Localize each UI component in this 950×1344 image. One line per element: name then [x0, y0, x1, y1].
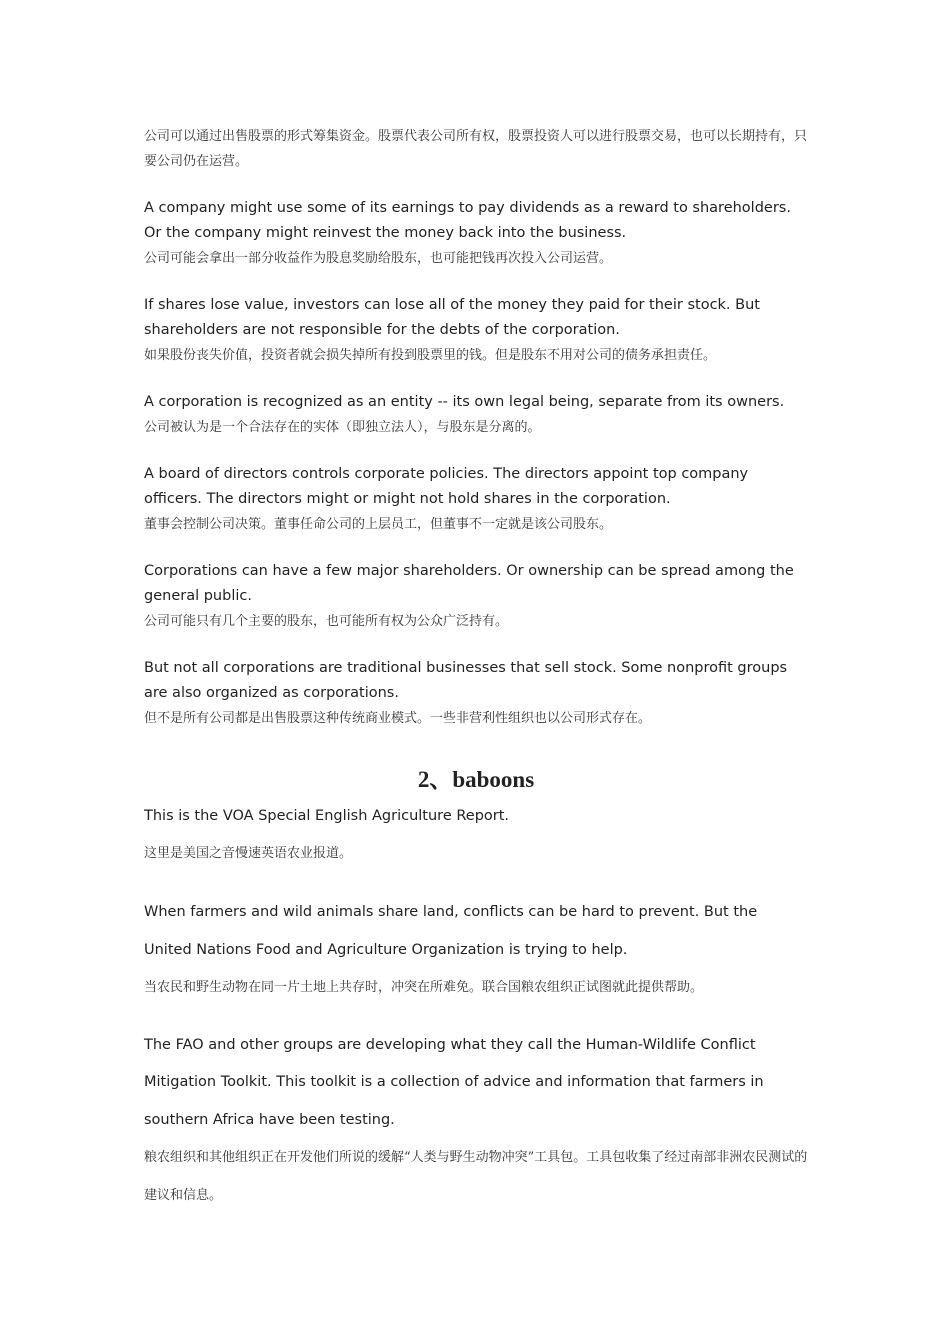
paragraph-text-en: This is the VOA Special English Agriculture Report. — [144, 808, 510, 824]
intro-paragraph — [144, 124, 808, 174]
paragraph-text-en: The FAO and other groups are developing what they call the Human-Wildlife Conflict Mitigation Toolkit. This toolkit is a collection of advice and information that farmers in southern Africa have been testing. — [144, 1036, 764, 1128]
paragraph-text-zh: 如果股份丧失价值，投资者就会损失掉所有投到股票里的钱。但是股东不用对公司的债务承担责任。 — [144, 348, 717, 363]
paragraph — [144, 196, 808, 271]
paragraph-text-en: When farmers and wild animals share land, conflicts can be hard to prevent. But the United Nations Food and Agriculture Organization is trying to help. — [144, 904, 758, 958]
paragraph — [144, 1027, 808, 1215]
paragraph — [144, 803, 808, 867]
paragraph — [144, 656, 808, 731]
intro-text-zh: 公司可以通过出售股票的形式筹集资金。股票代表公司所有权，股票投资人可以进行股票交易，也可以长期持有，只要公司仍在运营。 — [144, 129, 808, 169]
paragraph — [144, 293, 808, 368]
paragraph — [144, 390, 808, 440]
paragraph-text-zh: 公司可能只有几个主要的股东，也可能所有权为公众广泛持有。 — [144, 614, 509, 629]
paragraph-text-en: A corporation is recognized as an entity -- its own legal being, separate from its owners. — [144, 394, 785, 410]
paragraph-text-zh: 董事会控制公司决策。董事任命公司的上层员工，但董事不一定就是该公司股东。 — [144, 517, 613, 532]
paragraph-text-zh: 公司可能会拿出一部分收益作为股息奖励给股东，也可能把钱再次投入公司运营。 — [144, 251, 613, 266]
paragraph — [144, 894, 808, 1007]
paragraph-text-en: Corporations can have a few major shareholders. Or ownership can be spread among the general public. — [144, 563, 794, 604]
paragraph-text-en: But not all corporations are traditional businesses that sell stock. Some nonprofit groups are also organized as corporations. — [144, 660, 788, 701]
paragraph-text-zh: 当农民和野生动物在同一片土地上共存时，冲突在所难免。联合国粮农组织正试图就此提供帮助。 — [144, 980, 704, 995]
paragraph-text-zh: 粮农组织和其他组织正在开发他们所说的缓解“人类与野生动物冲突”工具包。工具包收集了经过南部非洲农民测试的建议和信息。 — [144, 1150, 808, 1203]
paragraph-text-en: A board of directors controls corporate policies. The directors appoint top company officers. The directors might or might not hold shares in the corporation. — [144, 466, 749, 507]
paragraph-text-en: If shares lose value, investors can lose all of the money they paid for their stock. But shareholders are not responsible for the debts of the corporation. — [144, 297, 760, 338]
paragraph-text-zh: 但不是所有公司都是出售股票这种传统商业模式。一些非营利性组织也以公司形式存在。 — [144, 711, 652, 726]
paragraph — [144, 462, 808, 537]
section-heading: 2、baboons — [417, 767, 535, 792]
paragraph-text-zh: 公司被认为是一个合法存在的实体（即独立法人），与股东是分离的。 — [144, 420, 541, 435]
section-corporations — [144, 124, 808, 753]
paragraph-text-en: A company might use some of its earnings to pay dividends as a reward to shareholders. Or the company might reinvest the money back into the business. — [144, 200, 791, 241]
paragraph-text-zh: 这里是美国之音慢速英语农业报道。 — [144, 846, 353, 861]
paragraph — [144, 559, 808, 634]
section-baboons — [144, 803, 808, 1236]
